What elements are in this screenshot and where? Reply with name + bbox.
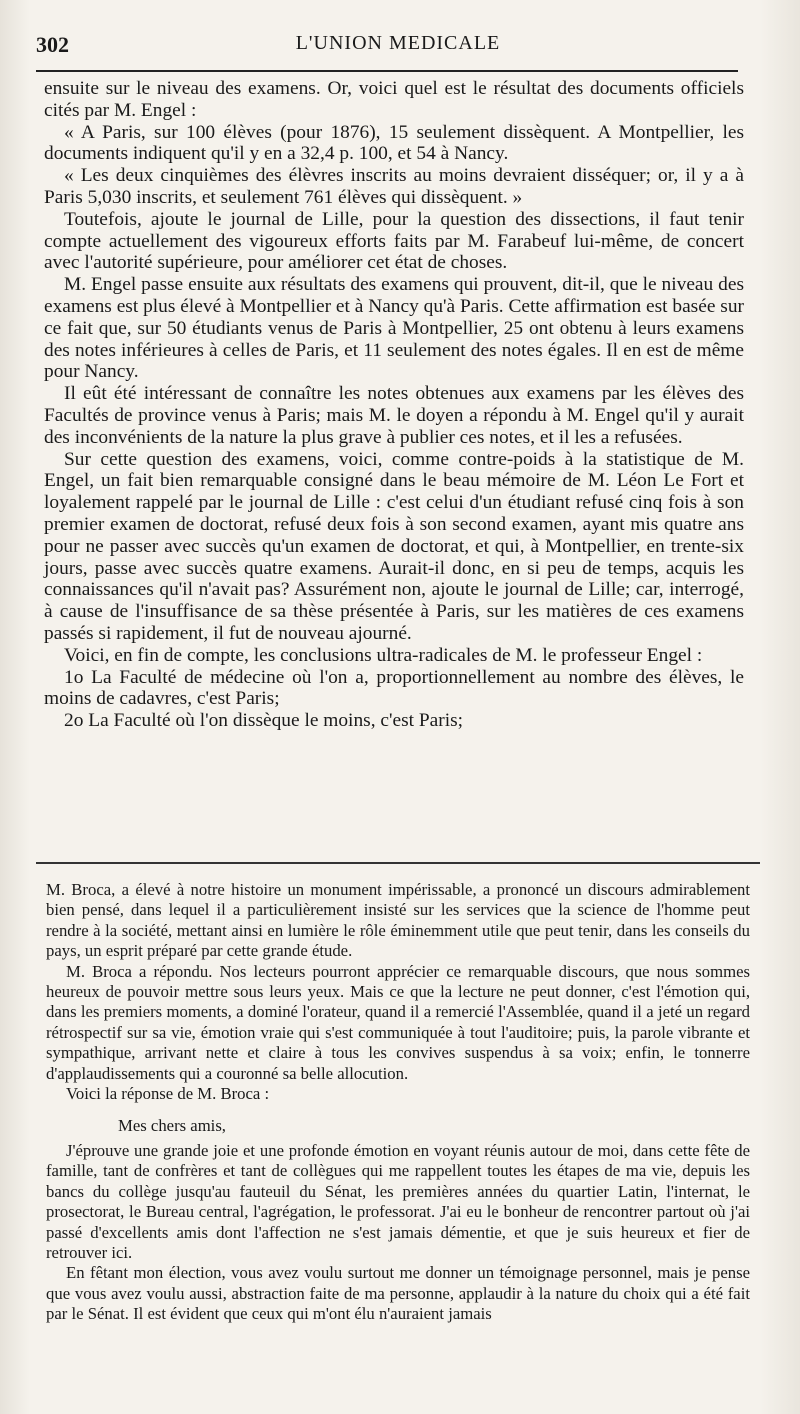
paragraph: Il eût été intéressant de connaître les notes obtenues aux examens par les élèves des Facultés de province venus à Paris; mais M. le doyen a répondu à M. Engel qu'il y aurait des inconvénients de la nature la plus grave à publier ces notes, et il les a refusées. — [44, 383, 744, 448]
paragraph: Toutefois, ajoute le journal de Lille, pour la question des dissections, il faut tenir compte actuellement des vigoureux efforts faits par M. Farabeuf lui-même, de concert avec l'autorité supérieure, pour améliorer cet état de choses. — [44, 208, 744, 274]
feuilleton-column — [46, 880, 750, 1325]
paragraph: Voici, en fin de compte, les conclusions ultra-radicales de M. le professeur Engel : — [64, 644, 703, 666]
conclusion-item: 1o La Faculté de médecine où l'on a, proportionnellement au nombre des élèves, le moins de cadavres, c'est Paris; — [44, 666, 744, 710]
paragraph: « Les deux cinquièmes des élèvres inscrits au moins devraient disséquer; or, il y a à Paris 5,030 inscrits, et seulement 761 élèves qui dissèquent. » — [44, 165, 744, 208]
section-divider — [36, 862, 760, 864]
page-number: 302 — [36, 32, 69, 57]
paragraph: En fêtant mon élection, vous avez voulu surtout me donner un témoignage personnel, mais je pense que vous avez voulu aussi, abstraction faite de ma personne, applaudir à la nature du choix qui a été fait par le Sénat. Il est évident que ceux qui m'ont élu n'auraient jamais — [46, 1263, 750, 1324]
running-title: L'UNION MEDICALE — [295, 32, 501, 54]
paragraph: Sur cette question des examens, voici, comme contre-poids à la statistique de M. Engel, un fait bien remarquable consigné dans le beau mémoire de M. Léon Le Fort et loyalement rappelé par le journal de Lille : c'est celui d'un étudiant refusé cinq fois à son premier examen de doctorat, refusé deux fois à son second examen, ayant mis quatre ans pour ne passer avec succès qu'un examen de doctorat, et qui, à Montpellier, en trente-six jours, passe avec succès quatre examens. Aurait-il donc, en si peu de temps, acquis les connaissances qu'il n'avait pas? Assurément non, ajoute le journal de Lille; car, interrogé, à cause de l'insuffisance de sa thèse présentée à Paris, sur les matières de ces examens passés si rapidement, il fut de nouveau ajourné. — [44, 448, 744, 644]
paragraph: M. Engel passe ensuite aux résultats des examens qui prouvent, dit-il, que le niveau des examens est plus élevé à Montpellier et à Nancy qu'à Paris. Cette affirmation est basée sur ce fait que, sur 50 étudiants venus de Paris à Montpellier, 25 ont obtenu à leurs examens des notes inférieures à celles de Paris, et 11 seulement des notes égales. Il en est de même pour Nancy. — [44, 274, 744, 383]
paragraph: « A Paris, sur 100 élèves (pour 1876), 15 seulement dissèquent. A Montpellier, les documents indiquent qu'il y en a 32,4 p. 100, et 54 à Nancy. — [44, 121, 744, 165]
header-rule — [36, 70, 738, 72]
conclusion-item: 2o La Faculté où l'on dissèque le moins, c'est Paris; — [64, 710, 464, 732]
paragraph: M. Broca a répondu. Nos lecteurs pourront apprécier ce remarquable discours, que nous sommes heureux de pouvoir mettre sous leurs yeux. Mais ce que la lecture ne peut donner, c'est l'émotion qui, dans les premiers moments, a dominé l'orateur, quand il a remercié l'Assemblée, quand il a jeté un regard rétrospectif sur sa vie, émotion vraie qui s'est communiquée à tout l'auditoire; puis, la parole vibrante et sympathique, arrivant nette et claire à tous les convives suspendus à sa voix; enfin, le tonnerre d'applaudissements qui a couronné sa belle allocution. — [46, 961, 750, 1083]
main-column-upper — [44, 78, 744, 732]
paragraph: J'éprouve une grande joie et une profonde émotion en voyant réunis autour de moi, dans cette fête de famille, tant de confrères et tant de collègues qui me rappellent toutes les étapes de ma vie, depuis les bancs du collège jusqu'au fauteuil du Sénat, les premières années du quartier Latin, l'internat, le prosectorat, le Bureau central, l'agrégation, le professorat. J'ai eu le bonheur de rencontrer partout où j'ai passé d'excellents amis dont l'affection ne s'est jamais démentie, et que je suis heureux et fier de retrouver ici. — [46, 1140, 750, 1262]
paragraph: Voici la réponse de M. Broca : — [66, 1084, 270, 1104]
paragraph: M. Broca, a élevé à notre histoire un monument impérissable, a prononcé un discours admirablement bien pensé, dans lequel il a particulièrement insisté sur les services que la science de l'homme peut rendre à la société, mettant ainsi en lumière le rôle éminemment utile que peut tenir, dans les conseils du pays, un esprit préparé par cette grande étude. — [46, 880, 750, 961]
page-header — [36, 28, 760, 64]
salutation: Mes chers amis, — [118, 1116, 226, 1136]
paragraph: ensuite sur le niveau des examens. Or, voici quel est le résultat des documents officiels cités par M. Engel : — [44, 78, 744, 121]
